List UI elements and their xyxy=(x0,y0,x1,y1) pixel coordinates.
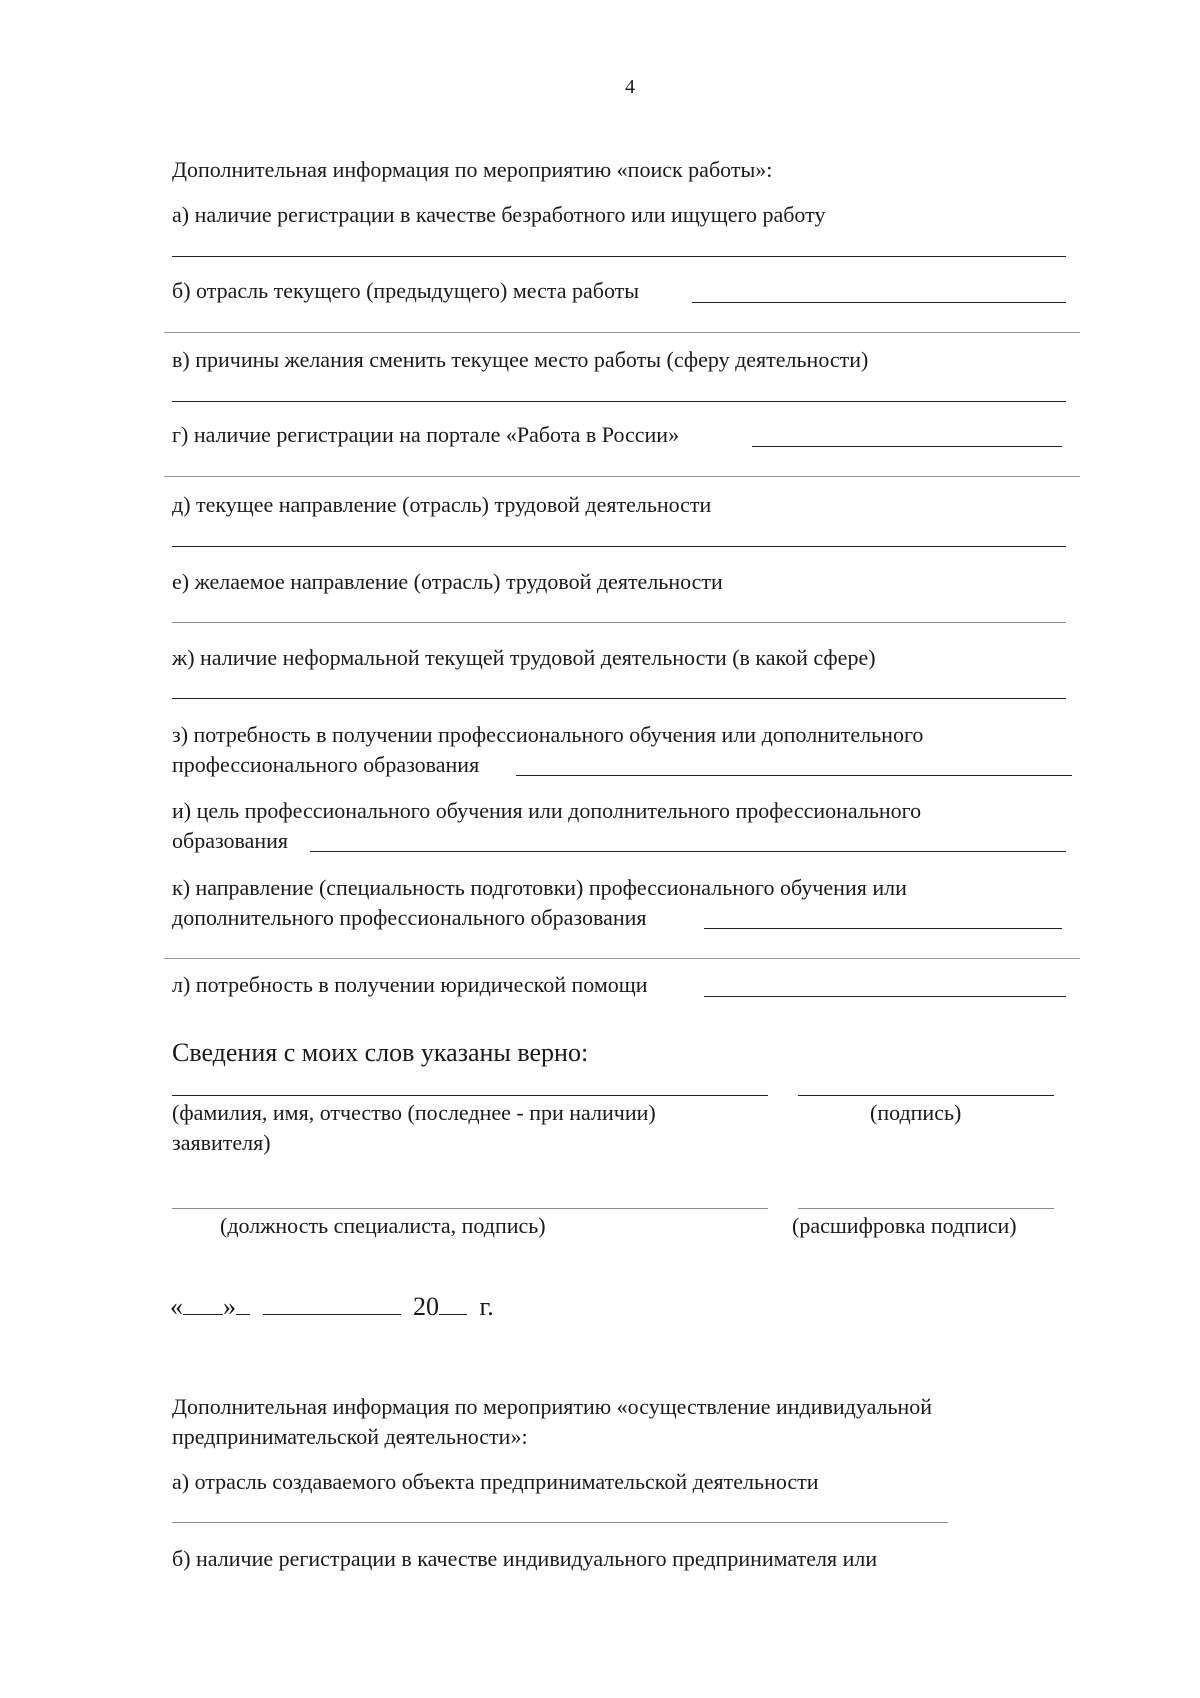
section2-heading-line2: предпринимательской деятельности»: xyxy=(172,1424,528,1449)
item-d-field[interactable] xyxy=(172,546,1066,547)
item-z-label-line2: профессионального образования xyxy=(172,752,480,777)
item-e-field[interactable] xyxy=(172,622,1066,623)
item-k-label-line2: дополнительного профессионального образования xyxy=(172,905,647,930)
item-z-field[interactable] xyxy=(516,775,1072,776)
section2-heading-line1: Дополнительная информация по мероприятию «осуществление индивидуальной xyxy=(172,1394,933,1419)
date-year-field[interactable] xyxy=(439,1313,467,1315)
item-l-field[interactable] xyxy=(704,996,1066,997)
fio-caption-line1: (фамилия, имя, отчество (последнее - при наличии) xyxy=(172,1100,656,1125)
specialist-field[interactable] xyxy=(172,1208,768,1209)
item-z-label-line1: з) потребность в получении профессионального обучения или дополнительного xyxy=(172,722,924,747)
decoding-caption: (расшифровка подписи) xyxy=(792,1213,1017,1238)
date-day-field[interactable] xyxy=(183,1313,223,1315)
signature-caption: (подпись) xyxy=(870,1100,962,1125)
divider xyxy=(164,958,1080,959)
date-close-quote: » xyxy=(223,1292,236,1321)
divider xyxy=(164,476,1080,477)
item-v-field[interactable] xyxy=(172,401,1066,402)
item-k-label-line1: к) направление (специальность подготовки) профессионального обучения или xyxy=(172,875,907,900)
signature-field[interactable] xyxy=(798,1095,1054,1096)
divider xyxy=(164,332,1080,333)
item-b-label: б) отрасль текущего (предыдущего) места работы xyxy=(172,278,640,303)
date-open-quote: « xyxy=(170,1292,183,1321)
item-zh-label: ж) наличие неформальной текущей трудовой деятельности (в какой сфере) xyxy=(172,645,876,670)
date-year-suffix: г. xyxy=(479,1292,494,1321)
fio-field[interactable] xyxy=(172,1095,768,1096)
item-v-label: в) причины желания сменить текущее место работы (сферу деятельности) xyxy=(172,347,869,372)
section2-item-a-field[interactable] xyxy=(172,1522,948,1523)
confirmation-heading: Сведения с моих слов указаны верно: xyxy=(172,1038,589,1067)
item-a-label: а) наличие регистрации в качестве безработного или ищущего работу xyxy=(172,202,826,227)
page-number: 4 xyxy=(625,76,635,98)
specialist-caption: (должность специалиста, подпись) xyxy=(220,1213,546,1238)
item-zh-field[interactable] xyxy=(172,698,1066,699)
item-g-field[interactable] xyxy=(752,446,1062,447)
date-year-prefix: 20 xyxy=(413,1292,439,1321)
section-heading: Дополнительная информация по мероприятию «поиск работы»: xyxy=(172,157,773,182)
item-k-field[interactable] xyxy=(704,928,1062,929)
item-a-field[interactable] xyxy=(172,256,1066,257)
item-l-label: л) потребность в получении юридической помощи xyxy=(172,972,648,997)
item-i-label-line2: образования xyxy=(172,828,289,853)
item-d-label: д) текущее направление (отрасль) трудовой деятельности xyxy=(172,492,712,517)
date-line xyxy=(170,1292,494,1322)
item-i-field[interactable] xyxy=(310,851,1066,852)
section2-item-a-label: а) отрасль создаваемого объекта предпринимательской деятельности xyxy=(172,1469,819,1494)
item-g-label: г) наличие регистрации на портале «Работа в России» xyxy=(172,422,680,447)
item-i-label-line1: и) цель профессионального обучения или дополнительного профессионального xyxy=(172,798,922,823)
date-month-field[interactable] xyxy=(263,1313,401,1315)
section2-item-b-label: б) наличие регистрации в качестве индивидуального предпринимателя или xyxy=(172,1546,878,1571)
item-e-label: е) желаемое направление (отрасль) трудовой деятельности xyxy=(172,569,723,594)
decoding-field[interactable] xyxy=(798,1208,1054,1209)
fio-caption-line2: заявителя) xyxy=(172,1130,271,1155)
item-b-field[interactable] xyxy=(692,302,1066,303)
date-gap xyxy=(236,1313,250,1315)
